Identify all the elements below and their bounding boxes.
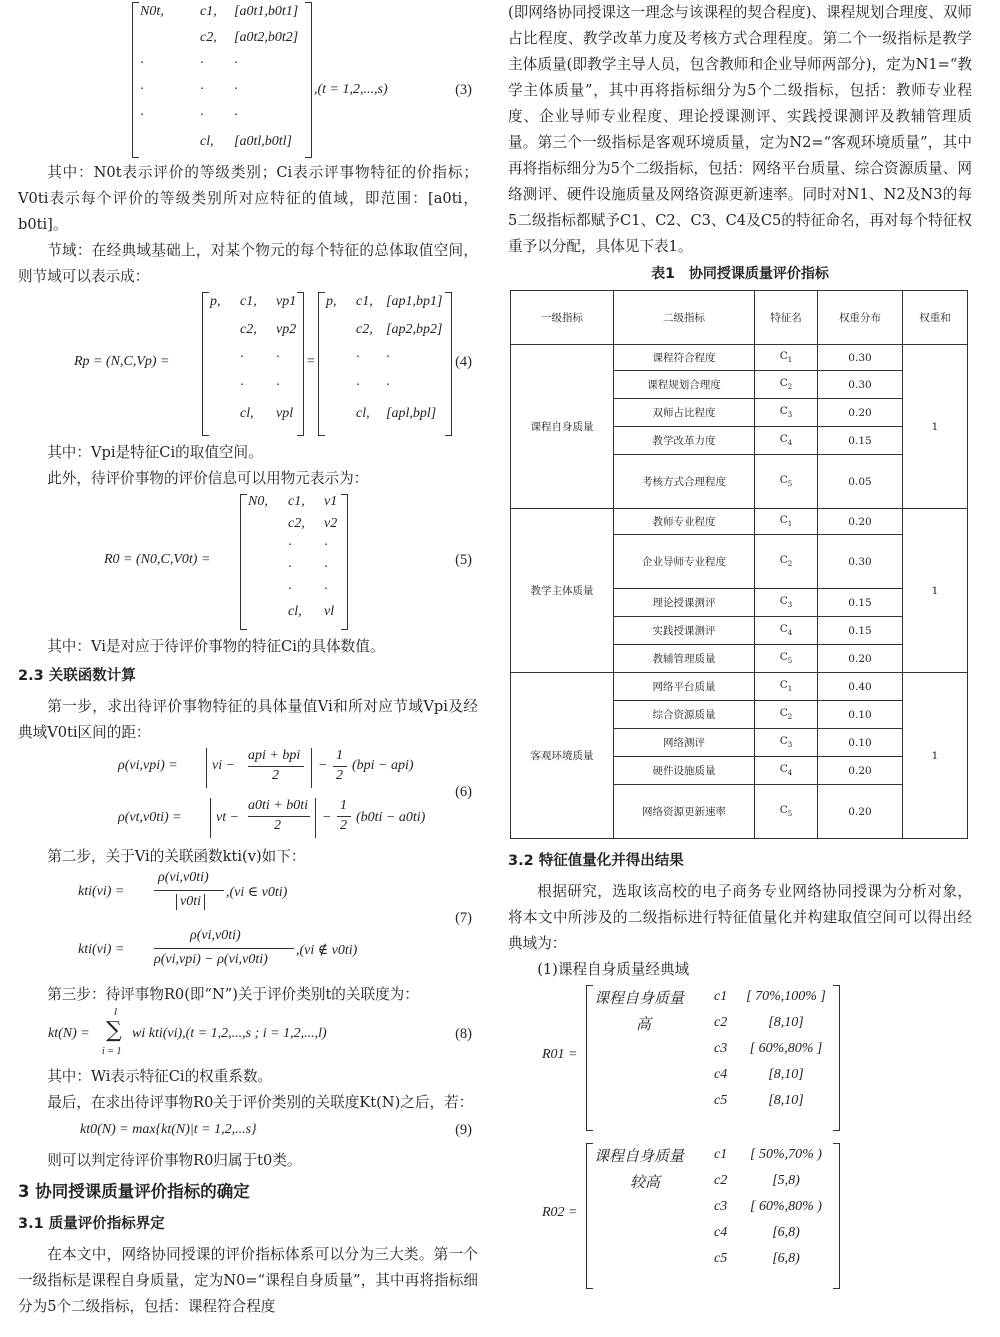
para-vi: 其中：Vi是对应于待评价事物的特征Ci的具体数值。 [47, 638, 385, 655]
eq6-in1: vi − [212, 758, 236, 773]
eq4-c6-r5: [apl,bpl] [386, 406, 437, 421]
eq7-num1: ρ(vi,v0ti) [158, 870, 209, 885]
r01-c1-r4: c4 [714, 1067, 728, 1082]
table-cell-subindicator: 实践授课测评 [614, 617, 755, 645]
eq5-c3-r2: v2 [324, 516, 338, 531]
eq4-c3-r2: vp2 [276, 322, 297, 337]
table-group-name: 课程自身质量 [511, 345, 614, 509]
th-level2: 二级指标 [614, 291, 755, 345]
eq4-c6-r3: · [386, 350, 390, 365]
eq8-sigma: ∑ [106, 1018, 122, 1043]
para-n0t: 其中：N0t表示评价的等级类别；Ci表示评事物特征的价指标；V0ti表示每个评价的等级类别所对应特征的值域，即范围：[a0ti，b0ti]。 [18, 164, 478, 233]
r02-c1-r1: c1 [714, 1147, 728, 1162]
eq5-c2-r3: · [288, 538, 292, 553]
r01-name2: 高 [636, 1017, 652, 1033]
table-cell-weight: 0.20 [818, 399, 903, 427]
eq7-cond2: ,(vi ∉ v0ti) [296, 943, 358, 958]
equation-9 [18, 1116, 478, 1148]
table-cell-weight: 0.30 [818, 345, 903, 371]
para-jieyu: 节域：在经典域基础上，对某个物元的每个特征的总体取值空间，则节域可以表示成： [18, 242, 478, 285]
eq7-cond1: ,(vi ∈ v0ti) [226, 885, 288, 900]
para-step3: 第三步：待评事物R0(即“N”)关于评价类别t的关联度为： [47, 986, 419, 1003]
r01-lhs: R01 = [542, 1047, 578, 1062]
table-cell-subindicator: 网络资源更新速率 [614, 785, 755, 839]
table-cell-subindicator: 企业导师专业程度 [614, 535, 755, 589]
th-weight: 权重分布 [818, 291, 903, 345]
para-step1: 第一步，求出待评价事物特征的具体量值Vi和所对应节域Vpi及经典域V0ti区间的距： [18, 698, 478, 741]
eq5-lhs: R0 = (N0,C,V0t) = [104, 552, 211, 567]
r01-c1-r5: c5 [714, 1093, 728, 1108]
heading-3-2: 3.2 特征值量化并得出结果 [508, 853, 684, 869]
eq5-c2-r1: c1, [288, 494, 305, 509]
eq6-h2: 1 [340, 798, 347, 813]
eq9-number: (9) [455, 1122, 472, 1138]
para-3-1: 在本文中，网络协同授课的评价指标体系可以分为三大类。第一个一级指标是课程自身质量，定为N0=“课程自身质量”，其中再将指标细分为5个二级指标，包括：课程符合程度 [18, 1246, 478, 1315]
eq3-c2-r2: c2, [200, 30, 217, 45]
eq3-c3-r6: [a0tl,b0tl] [234, 134, 292, 149]
eq6-h1: 1 [336, 748, 343, 763]
table-group-name: 教学主体质量 [511, 509, 614, 673]
eq3-c3-r2: [a0t2,b0t2] [234, 30, 299, 45]
eq6-lhs1: ρ(vi,vpi) = [118, 758, 178, 773]
table-cell-weight: 0.20 [818, 509, 903, 535]
eq6-frac2 [248, 816, 310, 817]
eq4-c5-r1: c1, [356, 294, 373, 309]
table-cell-feature: $C_4$ [755, 757, 818, 785]
equation-7 [18, 870, 478, 982]
table-cell-subindicator: 教师专业程度 [614, 509, 755, 535]
r02-c2-r2: [5,8) [772, 1173, 800, 1188]
eq4-c3-r5: vpl [276, 406, 294, 421]
eq4-c5-r2: c2, [356, 322, 373, 337]
para-finally: 最后，在求出待评事物R0关于评价类别的关联度Kt(N)之后，若： [47, 1094, 474, 1111]
table-cell-subindicator: 课程符合程度 [614, 345, 755, 371]
r02-c2-r1: [ 50%,70% ) [750, 1147, 822, 1162]
r01-c1-r2: c2 [714, 1015, 728, 1030]
r01-c2-r1: [ 70%,100% ] [746, 989, 826, 1004]
eq5-c3-r3: · [324, 538, 328, 553]
eq4-c6-r1: [ap1,bp1] [386, 294, 443, 309]
r02-c1-r2: c2 [714, 1173, 728, 1188]
th-feature: 特征名 [755, 291, 818, 345]
table-cell-subindicator: 理论授课测评 [614, 589, 755, 617]
eq3-c3-r1: [a0t1,b0t1] [234, 4, 299, 19]
table-row [511, 345, 968, 371]
matrix-r01 [508, 983, 972, 1133]
table-cell-subindicator: 网络测评 [614, 729, 755, 757]
eq5-c3-r1: v1 [324, 494, 338, 509]
table-cell-feature: $C_1$ [755, 509, 818, 535]
r01-c1-r1: c1 [714, 989, 728, 1004]
table-row [511, 509, 968, 535]
table-cell-feature: $C_2$ [755, 701, 818, 729]
table-cell-feature: $C_3$ [755, 589, 818, 617]
para-then: 则可以判定待评价事物R0归属于t0类。 [47, 1152, 302, 1169]
table-cell-feature: $C_5$ [755, 785, 818, 839]
eq6-den2: 2 [274, 818, 281, 833]
table-1-caption: 表1 协同授课质量评价指标 [651, 266, 829, 282]
equation-4 [18, 290, 478, 440]
eq4-c5-r5: cl, [356, 406, 370, 421]
eq6-t2: − [322, 810, 332, 825]
eq3-c2-r4: · [200, 82, 204, 97]
eq5-c3-r6: vl [324, 604, 335, 619]
th-level1: 一级指标 [511, 291, 614, 345]
eq4-c5-r4: · [356, 378, 360, 393]
table-cell-weight: 0.20 [818, 785, 903, 839]
eq7-frac2 [154, 948, 294, 949]
eq4-c5-r3: · [356, 350, 360, 365]
para-also: 此外，待评价事物的评价信息可以用物元表示为： [47, 470, 369, 487]
r01-name1: 课程自身质量 [594, 991, 685, 1007]
eq6-lhs2: ρ(vt,v0ti) = [118, 810, 182, 825]
table-cell-subindicator: 网络平台质量 [614, 673, 755, 701]
table-cell-feature: $C_5$ [755, 645, 818, 673]
eq4-c2-r5: cl, [240, 406, 254, 421]
para-vpi: 其中：Vpi是特征Ci的取值空间。 [47, 444, 263, 461]
table-cell-weight: 0.10 [818, 729, 903, 757]
eq4-c2-r1: c1, [240, 294, 257, 309]
table-cell-subindicator: 考核方式合理程度 [614, 455, 755, 509]
r02-c1-r3: c3 [714, 1199, 728, 1214]
table-cell-weight: 0.30 [818, 535, 903, 589]
equation-3 [18, 0, 478, 160]
para-wi: 其中：Wi表示特征Ci的权重系数。 [47, 1068, 273, 1085]
eq4-c2-r2: c2, [240, 322, 257, 337]
eq3-c3-r3: · [234, 56, 238, 71]
eq3-c3-r4: · [234, 82, 238, 97]
eq9-text: kt0(N) = max{kt(N)|t = 1,2,...s} [80, 1122, 257, 1137]
heading-2-3: 2.3 关联函数计算 [18, 668, 136, 684]
eq5-c2-r6: cl, [288, 604, 302, 619]
table-cell-feature: $C_3$ [755, 399, 818, 427]
eq5-c3-r4: · [324, 560, 328, 575]
table-cell-weight: 0.20 [818, 757, 903, 785]
r02-c2-r3: [ 60%,80% ) [750, 1199, 822, 1214]
eq3-c2-r5: · [200, 108, 204, 123]
eq3-c1-r5: · [140, 108, 144, 123]
table-row [511, 673, 968, 701]
eq4-c3-r4: · [276, 378, 280, 393]
eq4-number: (4) [455, 354, 472, 370]
eq6-in2: vt − [216, 810, 240, 825]
heading-3-1: 3.1 质量评价指标界定 [18, 1216, 165, 1232]
eq4-lhs: Rp = (N,C,Vp) = [74, 354, 170, 369]
eq8-number: (8) [455, 1026, 472, 1042]
r02-name1: 课程自身质量 [594, 1149, 685, 1165]
left-column [18, 0, 478, 1320]
eq4-c2-r4: · [240, 378, 244, 393]
eq4-c3-r1: vp1 [276, 294, 297, 309]
eq6-r1: (bpi − api) [352, 758, 414, 773]
table-cell-feature: $C_4$ [755, 617, 818, 645]
eq3-c1-r4: · [140, 82, 144, 97]
table-cell-weight: 0.10 [818, 701, 903, 729]
eq3-c1-r3: · [140, 56, 144, 71]
table-cell-weight-sum: 1 [903, 673, 968, 839]
eq8-bottom: i = 1 [102, 1046, 122, 1057]
eq7-number: (7) [455, 910, 472, 926]
eq4-c3-r3: · [276, 350, 280, 365]
r02-name2: 较高 [630, 1175, 661, 1191]
table-cell-weight: 0.40 [818, 673, 903, 701]
para-continued: (即网络协同授课这一理念与该课程的契合程度)、课程规划合理度、双师占比程度、教学改革力度及考核方式合理程度。第二个一级指标是教学主体质量(即教学主导人员，包含教师和企业导师两部分)，定为N1=“教学主体质量”，其中再将指标细分为5个二级指标，包括：教师专业程度、企业导师专业程度、理论授课测评、实践授课测评及教辅管理质量。第三个一级指标是客观环境质量，定为N2=“客观环境质量”，其中再将指标细分为5个二级指标，包括：网络平台质量、综合资源质量、网络测评、硬件设施质量及网络资源更新速率。同时对N1、N2及N3的每5二级指标都赋予C1、C2、C3、C4及C5的特征命名，再对每个特征权重予以分配，具体见下表1。 [508, 4, 972, 255]
eq6-num1: api + bpi [248, 748, 301, 763]
eq4-c6-r4: · [386, 378, 390, 393]
table-cell-subindicator: 教辅管理质量 [614, 645, 755, 673]
table-cell-weight: 0.15 [818, 617, 903, 645]
equation-8 [18, 1008, 478, 1064]
table-cell-subindicator: 教学改革力度 [614, 427, 755, 455]
eq4-c1-r1: p, [210, 294, 221, 309]
eq8-top: l [114, 1006, 118, 1018]
eq3-condition: ,(t = 1,2,...,s) [314, 82, 388, 97]
eq3-c2-r3: · [200, 56, 204, 71]
eq6-t1: − [318, 758, 328, 773]
table-1 [510, 290, 968, 839]
table-header-row [511, 291, 968, 345]
table-cell-feature: $C_1$ [755, 673, 818, 701]
para-sub1: (1)课程自身质量经典域 [537, 961, 690, 978]
table-cell-feature: $C_2$ [755, 535, 818, 589]
eq4-c6-r2: [ap2,bp2] [386, 322, 443, 337]
eq3-c2-r1: c1, [200, 4, 217, 19]
eq6-hfrac2 [337, 816, 351, 817]
table-cell-weight: 0.20 [818, 645, 903, 673]
eq6-number: (6) [455, 784, 472, 800]
eq6-hd1: 2 [336, 768, 343, 783]
para-3-2: 根据研究，选取该高校的电子商务专业网络协同授课为分析对象，将本文中所涉及的二级指标进行特征值量化并构建取值空间可以得出经典域为： [508, 883, 972, 952]
eq7-num2: ρ(vi,v0ti) [190, 928, 241, 943]
table-cell-subindicator: 课程规划合理度 [614, 371, 755, 399]
para-step2: 第二步，关于Vi的关联函数kti(v)如下： [47, 848, 306, 865]
equation-5 [18, 492, 478, 634]
eq7-lhs2: kti(vi) = [78, 942, 125, 957]
table-cell-weight: 0.05 [818, 455, 903, 509]
table-cell-subindicator: 硬件设施质量 [614, 757, 755, 785]
right-column [508, 0, 972, 1291]
equation-6 [18, 746, 478, 844]
eq7-frac1 [154, 890, 224, 891]
r02-lhs: R02 = [542, 1205, 578, 1220]
r02-c1-r4: c4 [714, 1225, 728, 1240]
eq7-lhs1: kti(vi) = [78, 884, 125, 899]
table-cell-weight: 0.15 [818, 589, 903, 617]
eq8-rhs: wi kti(vi),(t = 1,2,...,s ; i = 1,2,...,l) [132, 1026, 327, 1041]
r02-c2-r4: [6,8) [772, 1225, 800, 1240]
table-cell-feature: $C_3$ [755, 729, 818, 757]
th-weight-sum: 权重和 [903, 291, 968, 345]
r01-c1-r3: c3 [714, 1041, 728, 1056]
eq3-c3-r5: · [234, 108, 238, 123]
r01-c2-r5: [8,10] [768, 1093, 804, 1108]
eq6-frac1 [248, 766, 304, 767]
r01-c2-r2: [8,10] [768, 1015, 804, 1030]
matrix-r02 [508, 1141, 972, 1291]
table-group-name: 客观环境质量 [511, 673, 614, 839]
eq5-c2-r2: c2, [288, 516, 305, 531]
r01-c2-r4: [8,10] [768, 1067, 804, 1082]
eq3-number: (3) [455, 82, 472, 98]
eq8-lhs: kt(N) = [48, 1026, 90, 1041]
eq4-c2-r3: · [240, 350, 244, 365]
table-cell-feature: $C_5$ [755, 455, 818, 509]
table-cell-feature: $C_1$ [755, 345, 818, 371]
table-cell-feature: $C_2$ [755, 371, 818, 399]
eq3-c1-r1: N0t, [140, 4, 164, 19]
eq7-den1: v0ti [176, 894, 205, 910]
eq6-den1: 2 [272, 768, 279, 783]
r02-c1-r5: c5 [714, 1251, 728, 1266]
eq5-number: (5) [455, 552, 472, 568]
table-cell-weight: 0.15 [818, 427, 903, 455]
eq5-c2-r5: · [288, 582, 292, 597]
eq6-r2: (b0ti − a0ti) [356, 810, 426, 825]
eq6-hd2: 2 [340, 818, 347, 833]
table-cell-weight-sum: 1 [903, 345, 968, 509]
eq6-hfrac1 [333, 766, 347, 767]
eq6-num2: a0ti + b0ti [248, 798, 309, 813]
eq4-eqsign: = [306, 354, 316, 369]
eq3-c2-r6: cl, [200, 134, 214, 149]
r02-c2-r5: [6,8) [772, 1251, 800, 1266]
eq4-c4-r1: p, [326, 294, 337, 309]
r01-c2-r3: [ 60%,80% ] [749, 1041, 823, 1056]
eq5-c3-r5: · [324, 582, 328, 597]
eq7-den2: ρ(vi,vpi) − ρ(vi,v0ti) [154, 952, 268, 967]
table-cell-subindicator: 综合资源质量 [614, 701, 755, 729]
table-cell-feature: $C_4$ [755, 427, 818, 455]
table-cell-weight: 0.30 [818, 371, 903, 399]
table-cell-subindicator: 双师占比程度 [614, 399, 755, 427]
table-cell-weight-sum: 1 [903, 509, 968, 673]
heading-3: 3 协同授课质量评价指标的确定 [18, 1182, 250, 1201]
eq5-c1-r1: N0, [248, 494, 268, 509]
eq5-c2-r4: · [288, 560, 292, 575]
